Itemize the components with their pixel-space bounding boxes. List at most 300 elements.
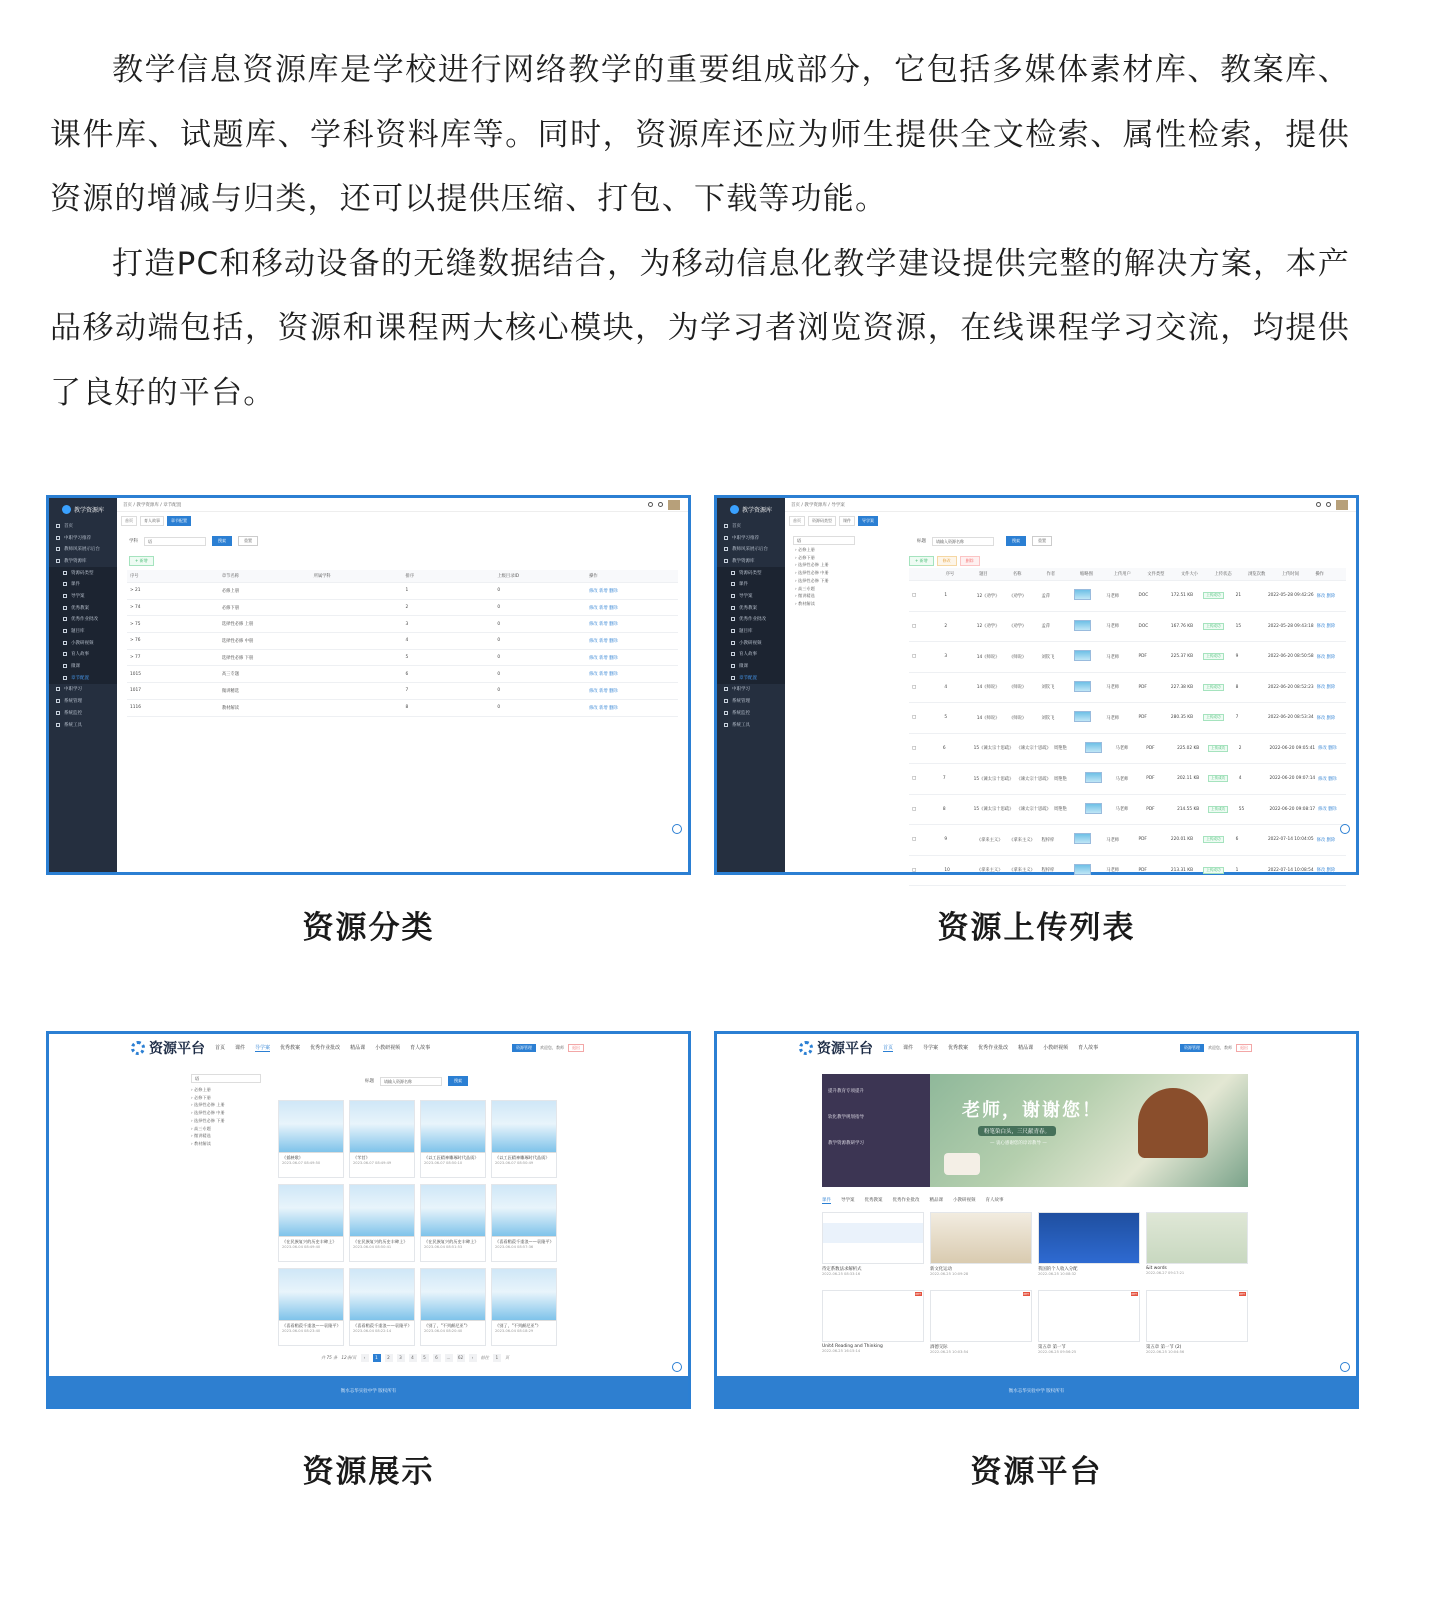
- table-cell: 2022-07-14 10:08:54: [1267, 867, 1314, 873]
- page-number[interactable]: ...: [446, 1355, 451, 1360]
- search-bar: [365, 1076, 468, 1086]
- row-actions[interactable]: 修改 删除: [1316, 715, 1336, 721]
- sidebar-item[interactable]: [717, 520, 785, 532]
- card-thumbnail[interactable]: [421, 1101, 485, 1153]
- logo-icon: [799, 1041, 813, 1055]
- status-cell: [1205, 775, 1236, 782]
- tree-node[interactable]: › 必修下册: [191, 1094, 211, 1100]
- prev-page-button[interactable]: ‹: [361, 1354, 369, 1362]
- card-thumbnail[interactable]: [421, 1269, 485, 1321]
- sidebar-item[interactable]: [717, 649, 785, 661]
- sidebar-item[interactable]: [717, 695, 785, 707]
- search-button[interactable]: 搜索: [212, 536, 232, 546]
- table-cell: 周艳艳: [1053, 776, 1067, 782]
- card-thumbnail[interactable]: [930, 1290, 1032, 1342]
- tree-node[interactable]: › 选择性必修 上册: [795, 562, 829, 568]
- nav-item[interactable]: 课件: [903, 1045, 914, 1051]
- manage-button[interactable]: 资源管理: [512, 1044, 536, 1052]
- row-actions[interactable]: 修改 新增 删除: [589, 655, 618, 661]
- nav-item[interactable]: 优秀教案: [948, 1045, 969, 1051]
- sidebar-item[interactable]: [717, 555, 785, 567]
- resource-card[interactable]: [1038, 1290, 1140, 1363]
- sidebar-item[interactable]: [49, 707, 117, 719]
- sidebar-item-label: 育人故事: [739, 652, 757, 658]
- table-cell: 1: [1235, 867, 1239, 873]
- delete-button[interactable]: 删除: [960, 556, 980, 566]
- resource-card[interactable]: [1146, 1212, 1248, 1285]
- menu-icon: [731, 676, 735, 680]
- sidebar-item[interactable]: [717, 567, 785, 579]
- table-cell: 马老师: [1106, 593, 1120, 599]
- logout-button[interactable]: 退出: [1236, 1044, 1252, 1052]
- page-number[interactable]: 5: [421, 1354, 429, 1362]
- row-checkbox[interactable]: □: [912, 654, 917, 660]
- column-header: 文件类型: [1147, 572, 1165, 577]
- category-tab[interactable]: 小教研视频: [953, 1198, 976, 1203]
- card-date: 2022-06-25 10:09:28: [930, 1272, 969, 1276]
- page-number[interactable]: 62: [457, 1355, 464, 1360]
- table-cell: 高三专题: [221, 672, 240, 678]
- nav-item[interactable]: 精品课: [350, 1045, 366, 1051]
- avatar[interactable]: [1336, 500, 1348, 510]
- row-actions[interactable]: 修改 删除: [1316, 624, 1336, 630]
- menu-icon: [63, 582, 67, 586]
- column-header: 操作: [589, 574, 598, 579]
- table-row: [909, 581, 1346, 612]
- thumbnail-image[interactable]: [1074, 620, 1091, 631]
- sidebar-item[interactable]: [49, 695, 117, 707]
- nav-item[interactable]: 导学案: [255, 1045, 271, 1051]
- sidebar-item[interactable]: [717, 625, 785, 637]
- subject-select[interactable]: 语: [793, 536, 855, 545]
- fullscreen-icon[interactable]: [658, 502, 663, 507]
- tree-node[interactable]: › 微讲精选: [795, 593, 815, 599]
- card-thumbnail[interactable]: [279, 1185, 343, 1237]
- menu-icon: [63, 676, 67, 680]
- thumbnail-cell: [1071, 864, 1103, 877]
- row-actions[interactable]: 修改 删除: [1316, 654, 1336, 660]
- tag-type[interactable]: 资源码类型: [808, 516, 836, 526]
- page-number[interactable]: 1: [373, 1354, 381, 1362]
- table-cell: 8: [942, 806, 946, 812]
- sidebar-item[interactable]: [717, 672, 785, 684]
- sidebar-item[interactable]: [717, 532, 785, 544]
- card-thumbnail[interactable]: [822, 1212, 924, 1264]
- card-title: 《以工匠精神雕琢时代品质》: [424, 1155, 479, 1160]
- thumbnail-image[interactable]: [1074, 681, 1091, 692]
- card-date: 2022-06-25 10:03:54: [930, 1350, 969, 1354]
- tag-home[interactable]: 首页: [789, 516, 805, 526]
- row-checkbox[interactable]: □: [912, 867, 917, 873]
- tree-node[interactable]: › 高三专题: [795, 585, 815, 591]
- card-thumbnail[interactable]: [1038, 1290, 1140, 1342]
- row-actions[interactable]: 修改 新增 删除: [589, 705, 618, 711]
- sidebar-item[interactable]: [49, 567, 117, 579]
- table-cell: > 77: [130, 655, 141, 661]
- table-cell: 《拿来主义》: [1009, 868, 1035, 874]
- sidebar-item[interactable]: [49, 520, 117, 532]
- card-thumbnail[interactable]: [279, 1269, 343, 1321]
- portal-user: [1180, 1044, 1252, 1052]
- search-button[interactable]: 搜索: [448, 1076, 468, 1086]
- resource-card[interactable]: [349, 1184, 415, 1262]
- tree-node[interactable]: › 选择性必修 下册: [795, 577, 829, 583]
- tree-node[interactable]: › 必修上册: [795, 547, 815, 552]
- fullscreen-icon[interactable]: [1326, 502, 1331, 507]
- nav-item[interactable]: 优秀作业批改: [978, 1045, 1009, 1051]
- card-title: 《在民族复兴的历史丰碑上》: [353, 1239, 408, 1244]
- category-tab[interactable]: 导学案: [841, 1198, 855, 1203]
- banner-image[interactable]: [930, 1074, 1248, 1187]
- sidebar-item[interactable]: [49, 719, 117, 731]
- pager-size[interactable]: 12条/页: [341, 1355, 357, 1360]
- table-row: [127, 700, 678, 717]
- tag-chapter[interactable]: 章节配置: [167, 516, 191, 526]
- row-actions[interactable]: 修改 删除: [1318, 746, 1337, 752]
- thumbnail-image[interactable]: [1074, 650, 1091, 661]
- resource-card[interactable]: [822, 1290, 924, 1363]
- avatar[interactable]: [668, 500, 680, 510]
- menu-icon: [731, 582, 735, 586]
- title-label: 标题: [917, 539, 926, 544]
- row-actions[interactable]: 修改 删除: [1316, 868, 1336, 874]
- row-actions[interactable]: 修改 删除: [1316, 685, 1336, 691]
- thumbnail-image[interactable]: [1085, 742, 1102, 753]
- table-cell: 刘钦飞: [1041, 654, 1055, 660]
- tree-node[interactable]: › 选择性必修 上册: [191, 1102, 225, 1108]
- sidebar-item[interactable]: [49, 684, 117, 696]
- table-cell: 213.31 KB: [1170, 867, 1194, 873]
- sidebar-item[interactable]: [49, 625, 117, 637]
- status-badge: 上传成功: [1203, 592, 1223, 599]
- tree-node[interactable]: › 高三专题: [191, 1125, 211, 1131]
- category-tab[interactable]: 优秀作业批改: [892, 1198, 920, 1203]
- resource-card[interactable]: [1146, 1290, 1248, 1363]
- card-thumbnail[interactable]: [492, 1101, 556, 1153]
- card-thumbnail[interactable]: [822, 1290, 924, 1342]
- sidebar-item-label: 章节配置: [71, 675, 89, 681]
- sidebar-item[interactable]: [717, 614, 785, 626]
- add-button[interactable]: + 新增: [129, 556, 154, 566]
- sidebar-item[interactable]: [49, 578, 117, 590]
- resource-card[interactable]: [930, 1290, 1032, 1363]
- row-actions[interactable]: 修改 新增 删除: [589, 588, 618, 594]
- sidebar-item[interactable]: [49, 532, 117, 544]
- menu-icon: [56, 547, 60, 551]
- resource-card[interactable]: [930, 1212, 1032, 1285]
- sidebar-item[interactable]: [717, 578, 785, 590]
- resource-card[interactable]: [278, 1100, 344, 1178]
- thumbnail-image[interactable]: [1074, 711, 1091, 722]
- tree-node[interactable]: › 选择性必修 下册: [191, 1117, 225, 1123]
- card-thumbnail[interactable]: [492, 1185, 556, 1237]
- thumbnail-image[interactable]: [1074, 589, 1091, 600]
- screenshot-resource-platform: [714, 1031, 1359, 1409]
- category-tab[interactable]: 精品课: [929, 1198, 943, 1203]
- row-checkbox[interactable]: □: [912, 715, 917, 721]
- thumbnail-image[interactable]: [1085, 772, 1102, 783]
- table-cell: 7: [942, 776, 946, 782]
- nav-item[interactable]: 小教研视频: [375, 1045, 401, 1051]
- row-checkbox[interactable]: □: [912, 806, 917, 812]
- table-cell: PDF: [1138, 654, 1147, 660]
- nav-item[interactable]: 导学案: [923, 1045, 939, 1051]
- menu-icon: [63, 594, 67, 598]
- page-number[interactable]: 3: [397, 1354, 405, 1362]
- table-cell: 《谏太宗十思疏》: [1016, 746, 1051, 752]
- row-actions[interactable]: 修改 新增 删除: [589, 672, 618, 678]
- tree-node[interactable]: › 教材解读: [191, 1140, 211, 1146]
- sidebar-item[interactable]: [49, 614, 117, 626]
- logout-button[interactable]: 退出: [568, 1044, 584, 1052]
- sidebar-item[interactable]: [717, 602, 785, 614]
- row-actions[interactable]: 修改 删除: [1318, 776, 1337, 782]
- sidebar-item[interactable]: [717, 684, 785, 696]
- assistant-icon[interactable]: [1340, 824, 1350, 834]
- table-cell: 14《师说》: [976, 654, 1000, 660]
- subject-select[interactable]: 语: [144, 537, 206, 546]
- tree-node[interactable]: › 必修下册: [795, 554, 815, 560]
- sidebar-item-label: 资源码类型: [739, 570, 762, 576]
- ppt-badge: PPT: [1131, 1292, 1137, 1296]
- card-thumbnail[interactable]: [279, 1101, 343, 1153]
- menu-icon: [56, 536, 60, 540]
- manage-button[interactable]: 资源管理: [1180, 1044, 1204, 1052]
- sidebar-item[interactable]: [717, 543, 785, 555]
- resource-card[interactable]: [1038, 1212, 1140, 1285]
- thumbnail-cell: [1071, 650, 1103, 663]
- menu-icon: [63, 571, 67, 575]
- row-checkbox[interactable]: □: [912, 684, 917, 690]
- resource-card[interactable]: [491, 1100, 557, 1178]
- add-button[interactable]: + 新增: [909, 556, 934, 566]
- thumbnail-image[interactable]: [1074, 833, 1091, 844]
- resource-card[interactable]: [491, 1268, 557, 1346]
- row-checkbox[interactable]: □: [912, 837, 917, 843]
- table-cell: 0: [497, 655, 501, 661]
- tree-node[interactable]: › 选择性必修 中册: [191, 1110, 225, 1116]
- table-cell: 必修上册: [221, 588, 240, 594]
- card-thumbnail[interactable]: [1146, 1290, 1248, 1342]
- row-checkbox[interactable]: □: [912, 593, 917, 599]
- category-tab[interactable]: 育人故事: [985, 1198, 1004, 1203]
- card-thumbnail[interactable]: [350, 1101, 414, 1153]
- admin-logo: 教学资源库: [49, 498, 117, 520]
- card-thumbnail[interactable]: [421, 1185, 485, 1237]
- table-row: [909, 825, 1346, 856]
- table-cell: 225.37 KB: [1170, 654, 1194, 660]
- sidebar-item[interactable]: [717, 707, 785, 719]
- tag-guide[interactable]: 导学案: [858, 516, 878, 526]
- resource-card[interactable]: [278, 1184, 344, 1262]
- table-cell: 15《谏太宗十思疏》: [973, 776, 1014, 782]
- resource-card[interactable]: [349, 1268, 415, 1346]
- menu-icon: [724, 699, 728, 703]
- table-cell: 4: [944, 684, 948, 690]
- sidebar-item[interactable]: [49, 637, 117, 649]
- sidebar-item-label: 教学资源库: [64, 558, 87, 564]
- table-row: [127, 633, 678, 650]
- row-actions[interactable]: 修改 新增 删除: [589, 638, 618, 644]
- sidebar-item-label: 中职学习: [732, 687, 750, 693]
- resource-grid: [278, 1100, 557, 1346]
- column-header: 章节名称: [221, 574, 240, 579]
- thumbnail-image[interactable]: [1085, 803, 1102, 814]
- page-number[interactable]: 2: [385, 1354, 393, 1362]
- table-cell: 2022-06-20 08:50:58: [1267, 654, 1314, 660]
- nav-item[interactable]: 首页: [883, 1045, 894, 1051]
- card-thumbnail[interactable]: [350, 1185, 414, 1237]
- row-actions[interactable]: 修改 删除: [1316, 837, 1336, 843]
- title-input[interactable]: 请输入资源名称: [380, 1077, 442, 1086]
- row-checkbox[interactable]: □: [912, 776, 917, 782]
- title-input[interactable]: 请输入资源名称: [932, 537, 994, 546]
- nav-item[interactable]: 小教研视频: [1043, 1045, 1069, 1051]
- row-actions[interactable]: 修改 新增 删除: [589, 605, 618, 611]
- search-icon[interactable]: [648, 502, 653, 507]
- sidebar-item[interactable]: [717, 719, 785, 731]
- resource-card[interactable]: [349, 1100, 415, 1178]
- sidebar-item[interactable]: [49, 555, 117, 567]
- pager-goto-input[interactable]: 1: [493, 1354, 501, 1362]
- nav-item[interactable]: 育人故事: [1078, 1045, 1099, 1051]
- resource-card[interactable]: [491, 1184, 557, 1262]
- table-cell: 微讲精选: [221, 688, 240, 694]
- nav-item[interactable]: 课件: [235, 1045, 246, 1051]
- table-cell: 选择性必修 中册: [221, 638, 254, 644]
- sidebar-item[interactable]: [717, 590, 785, 602]
- page-number[interactable]: 4: [409, 1354, 417, 1362]
- row-checkbox[interactable]: □: [912, 623, 917, 629]
- card-thumbnail[interactable]: [350, 1269, 414, 1321]
- card-thumbnail[interactable]: [1038, 1212, 1140, 1264]
- card-date: 2023-06-04 08:20:40: [424, 1329, 463, 1333]
- sidebar-item[interactable]: [49, 660, 117, 672]
- nav-item[interactable]: 首页: [215, 1045, 226, 1051]
- table-cell: 225.02 KB: [1177, 745, 1200, 751]
- caption-3: 资源展示: [302, 1454, 435, 1490]
- sidebar-item[interactable]: [49, 543, 117, 555]
- tree-node[interactable]: › 必修上册: [191, 1087, 211, 1092]
- banner-menu-item[interactable]: 提升教育专项提升: [828, 1089, 864, 1094]
- reset-button[interactable]: 重置: [238, 536, 258, 546]
- title-label: 标题: [365, 1079, 374, 1084]
- logo-icon: [131, 1041, 145, 1055]
- status-badge: 上传成功: [1203, 714, 1223, 721]
- table-cell: 7: [1235, 715, 1239, 721]
- table-row: [909, 856, 1346, 887]
- sidebar-item-label: 微课: [71, 664, 80, 670]
- table-cell: 2: [405, 605, 409, 611]
- card-thumbnail[interactable]: [492, 1269, 556, 1321]
- assistant-icon[interactable]: [1340, 1362, 1350, 1372]
- card-date: 2023-06-07 08:50:49: [495, 1161, 534, 1165]
- screenshot-resource-display: [46, 1031, 691, 1409]
- row-actions[interactable]: 修改 新增 删除: [589, 688, 618, 694]
- status-badge: 上传成功: [1203, 653, 1223, 660]
- resource-card[interactable]: [822, 1212, 924, 1285]
- search-icon[interactable]: [1316, 502, 1321, 507]
- tag-home[interactable]: 首页: [121, 516, 137, 526]
- menu-icon: [63, 617, 67, 621]
- column-header: 序号: [130, 574, 139, 579]
- thumbnail-cell: [1082, 772, 1113, 785]
- tag-story[interactable]: 育人故事: [140, 516, 164, 526]
- sidebar-item[interactable]: [49, 672, 117, 684]
- sidebar-item[interactable]: [49, 649, 117, 661]
- mushroom-illustration: [1138, 1088, 1208, 1158]
- table-cell: 0: [497, 605, 501, 611]
- banner-menu-item[interactable]: 教学资源教研学习: [828, 1141, 864, 1146]
- reset-button[interactable]: 重置: [1032, 536, 1052, 546]
- next-page-button[interactable]: ›: [469, 1354, 477, 1362]
- menu-icon: [63, 652, 67, 656]
- subject-select[interactable]: 语: [191, 1074, 261, 1083]
- thumbnail-cell: [1071, 589, 1103, 602]
- tree-node[interactable]: › 选择性必修 中册: [795, 570, 829, 576]
- thumbnail-image[interactable]: [1074, 864, 1091, 875]
- sidebar-item-label: 课件: [71, 582, 80, 588]
- sidebar-item[interactable]: [49, 602, 117, 614]
- resource-card[interactable]: [420, 1184, 486, 1262]
- sidebar-item-label: 首页: [64, 523, 73, 529]
- sidebar-item-label: 教学资源库: [732, 558, 755, 564]
- resource-card[interactable]: [420, 1268, 486, 1346]
- portal-header: [49, 1034, 688, 1062]
- tag-courseware[interactable]: 课件: [839, 516, 855, 526]
- nav-item[interactable]: 优秀教案: [280, 1045, 301, 1051]
- sidebar-item[interactable]: [717, 637, 785, 649]
- status-cell: [1200, 836, 1232, 843]
- table-row: [909, 734, 1346, 765]
- logo-icon: [62, 505, 71, 514]
- page-number[interactable]: 6: [433, 1354, 441, 1362]
- column-header: 作者: [1046, 572, 1056, 577]
- nav-item[interactable]: 精品课: [1018, 1045, 1034, 1051]
- banner-menu-item[interactable]: 软化教学规划指导: [828, 1115, 864, 1120]
- table-cell: 2022-06-20 08:53:34: [1267, 715, 1314, 721]
- status-badge: 上传成功: [1208, 775, 1228, 782]
- resource-card[interactable]: [420, 1100, 486, 1178]
- category-tab[interactable]: 课件: [822, 1198, 831, 1203]
- menu-icon: [724, 711, 728, 715]
- sidebar-item[interactable]: [49, 590, 117, 602]
- nav-item[interactable]: 优秀作业批改: [310, 1045, 341, 1051]
- row-actions[interactable]: 修改 新增 删除: [589, 622, 618, 628]
- assistant-icon[interactable]: [672, 824, 682, 834]
- card-date: 2023-06-04 08:57:36: [495, 1245, 534, 1249]
- tree-node[interactable]: › 微讲精选: [191, 1133, 211, 1139]
- nav-item[interactable]: 育人故事: [410, 1045, 431, 1051]
- column-header: 上传时间: [1281, 572, 1299, 577]
- card-thumbnail[interactable]: [1146, 1212, 1248, 1264]
- table-cell: 马老师: [1106, 868, 1120, 874]
- assistant-icon[interactable]: [672, 1362, 682, 1372]
- edit-button[interactable]: 修改: [937, 556, 957, 566]
- tree-node[interactable]: › 教材解读: [795, 600, 815, 606]
- menu-icon: [731, 606, 735, 610]
- row-actions[interactable]: 修改 删除: [1316, 593, 1336, 599]
- card-thumbnail[interactable]: [930, 1212, 1032, 1264]
- sidebar-item[interactable]: [717, 660, 785, 672]
- row-checkbox[interactable]: □: [912, 745, 917, 751]
- resource-card[interactable]: [278, 1268, 344, 1346]
- row-actions[interactable]: 修改 删除: [1318, 807, 1337, 813]
- category-tab[interactable]: 优秀教案: [864, 1198, 883, 1203]
- sidebar-item-label: 中职学习推荐: [732, 535, 759, 541]
- sidebar-item-label: 系统工具: [732, 722, 750, 728]
- search-button[interactable]: 搜索: [1006, 536, 1026, 546]
